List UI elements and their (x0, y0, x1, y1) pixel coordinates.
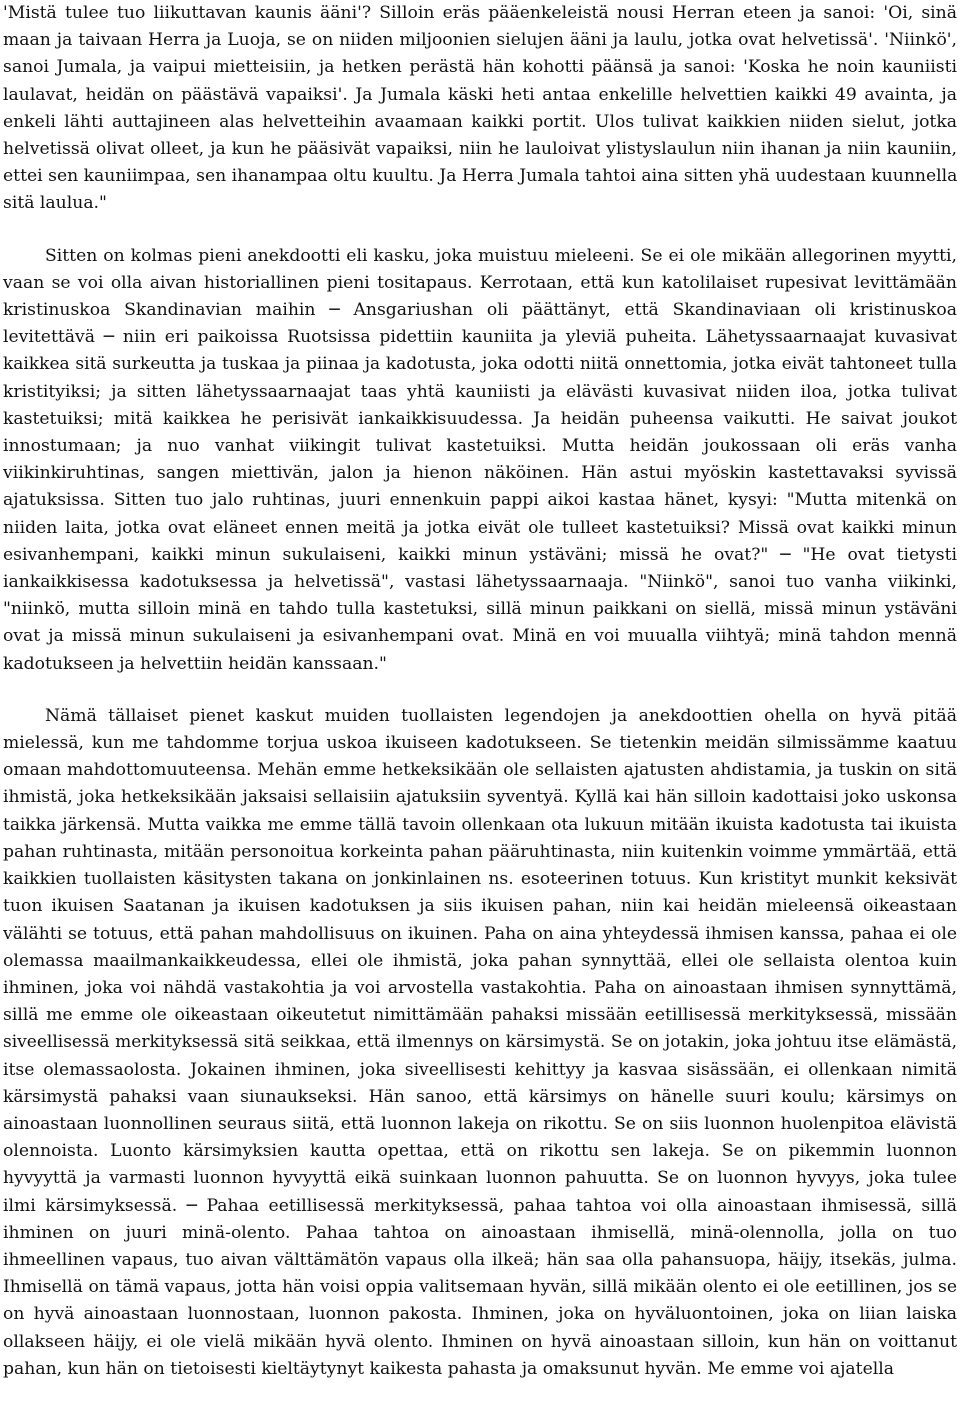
text-line: kadotukseen ja helvettiin heidän kanssaan." (3, 653, 387, 674)
text-line: ilmi kärsimyksessä. ─ Pahaa eetillisessä merkityksessä, pahaa tahtoa voi olla ainoastaan ihmisessä, sillä (3, 1195, 957, 1216)
text-line: tuon ikuisen Saatanan ja ikuisen kadotuksen ja siis ikuisen pahan, niin kai heidän mieleensä oikeastaan (3, 896, 957, 917)
text-line: sitä laulua." (3, 193, 107, 214)
text-line: ettei sen kauniimpaa, sen ihanampaa oltu kuultu. Ja Herra Jumala tahtoi aina sitten yhä uudestaan kuunnella (3, 166, 958, 187)
text-line: omaan mahdottomuuteensa. Mehän emme hetkeksikään ole sellaisten ajatusten ahdistamia, ja tuskin on sitä (3, 760, 957, 781)
text-line: "niinkö, mutta silloin minä en tahdo tulla kastetuksi, sillä minun paikkani on siellä, missä minun ystäväni (3, 599, 957, 620)
text-line: innostumaan; ja nuo vanhat viikingit tulivat kastetuiksi. Mutta heidän joukossaan oli eräs vanha (3, 436, 957, 457)
text-line: sanoi Jumala, ja vaipui mietteisiin, ja hetken perästä hän kohotti päänsä ja sanoi: 'Koska he noin kauniisti (3, 57, 957, 78)
text-line: mielessä, kun me tahdomme torjua uskoa ikuiseen kadotukseen. Se tietenkin meidän silmissämme kaatuu (3, 733, 957, 754)
text-line: kastetuiksi; mitä kaikkea he perisivät iankaikkisuudessa. Ja heidän puheensa vaikutti. He saivat joukot (3, 408, 957, 429)
text-line: helvetissä olivat olleet, ja kun he pääsivät vapaiksi, niin he lauloivat ylistyslaulun niin ihanan ja niin kauniin, (3, 139, 957, 160)
paragraph-3 (0, 703, 960, 1383)
text-line: välähti se totuus, että pahan mahdollisuus on ikuinen. Paha on aina yhteydessä ihmisen kanssa, pahaa ei ole (3, 923, 957, 944)
text-line: niiden laita, jotka ovat eläneet ennen meitä ja jotka eivät ole tulleet kastetuiksi? Missä ovat kaikki minun (3, 517, 957, 538)
text-line: 'Mistä tulee tuo liikuttavan kaunis ääni'? Silloin eräs pääenkeleistä nousi Herran eteen ja sanoi: 'Oi, sinä (3, 3, 957, 23)
text-line: esivanhempani, kaikki minun sukulaiseni, kaikki minun ystäväni; missä he ovat?" ─ "He ovat tietysti (3, 544, 957, 565)
text-line: kaikkea sitä surkeutta ja tuskaa ja piinaa ja kadotusta, joka odotti niitä onnettomia, jotka eivät tahtoneet tulla (3, 354, 957, 375)
text-line: Ihmisellä on tämä vapaus, jotta hän voisi oppia valitsemaan hyvän, sillä mikään olento ei ole eetillinen, jos se (3, 1277, 957, 1298)
text-line: kristityiksi; ja sitten lähetyssaarnaajat taas yhtä kauniisti ja elävästi kuvasivat niiden iloa, jotka tulivat (3, 381, 957, 402)
text-line: kärsimystä pahaksi vaan siunaukseksi. Hän sanoo, että kärsimys on hänelle suuri koulu; kärsimys on (3, 1086, 957, 1107)
text-line: vaan se voi olla aivan historiallinen pieni tositapaus. Kerrotaan, että kun katolilaiset rupesivat levittämään (3, 272, 957, 293)
text-line: pahan ruhtinasta, mitään personoitua korkeinta pahan pääruhtinasta, niin kuitenkin voimme ymmärtää, että (3, 841, 957, 862)
text-line: ajatuksissa. Sitten tuo jalo ruhtinas, juuri ennenkuin pappi aikoi kastaa hänet, kysyi: "Mutta mitenkä on (3, 490, 957, 511)
text-line: Sitten on kolmas pieni anekdootti eli kasku, joka muistuu mieleeni. Se ei ole mikään allegorinen myytti, (45, 245, 957, 266)
paragraph-2 (0, 243, 960, 678)
text-line: ihmistä, joka hetkeksikään jaksaisi sellaisiin ajatuksiin syventyä. Kyllä kai hän silloin kadottaisi joko uskonsa (3, 787, 957, 808)
text-line: ovat ja missä minun sukulaiseni ja esivanhempani ovat. Minä en voi muualla viihtyä; minä tahdon mennä (3, 626, 957, 647)
text-line: Nämä tällaiset pienet kaskut muiden tuollaisten legendojen ja anekdoottien ohella on hyvä pitää (45, 705, 957, 726)
text-line: laulavat, heidän on päästävä vapaiksi'. Ja Jumala käski heti antaa enkelille helvettien kaikki 49 avainta, ja (3, 84, 957, 105)
paragraph-1 (0, 0, 960, 218)
text-line: viikinkiruhtinas, sangen miettivän, jalon ja hienon näköinen. Hän astui myöskin kastettavaksi syvissä (3, 463, 957, 484)
text-line: iankaikkisessa kadotuksessa ja helvetissä", vastasi lähetyssaarnaaja. "Niinkö", sanoi tuo vanha viikinki, (3, 572, 957, 593)
text-line: pahan, kun hän on tietoisesti kieltäytynyt kaikesta pahasta ja omaksunut hyvän. Me emme voi ajatella (3, 1358, 894, 1379)
text-line: kaikkien tuollaisten käsitysten takana on jonkinlainen ns. esoteerinen totuus. Kun kristityt munkit keksivät (3, 869, 957, 890)
text-line: ihminen on juuri minä-olento. Pahaa tahtoa on ainoastaan ihmisellä, minä-olennolla, jolla on tuo (3, 1222, 957, 1243)
text-line: levitettävä ─ niin eri paikoissa Ruotsissa pidettiin kauniita ja yleviä puheita. Lähetyssaarnaajat kuvasivat (3, 327, 957, 348)
text-line: kristinuskoa Skandinavian maihin ─ Ansgariushan oli päättänyt, että Skandinaviaan oli kristinuskoa (3, 300, 957, 321)
text-line: sillä me emme ole oikeastaan oikeutetut nimittämään pahaksi missään eetillisessä merkityksessä, missään (3, 1005, 957, 1026)
text-line: hyvyyttä ja varmasti luonnon hyvyyttä eikä suinkaan luonnon pahuutta. Se on luonnon hyvyys, joka tulee (3, 1168, 957, 1189)
text-line: siveellisessä merkityksessä sitä seikkaa, että ilmennys on kärsimystä. Se on jotakin, joka johtuu itse elämästä, (3, 1032, 957, 1053)
text-line: ainoastaan luonnollinen seuraus siitä, että luonnon lakeja on rikottu. Se on siis luonnon huolenpitoa elävistä (3, 1113, 957, 1134)
text-line: on hyvä ainoastaan luonnostaan, luonnon pakosta. Ihminen, joka on hyväluontoinen, joka on liian laiska (3, 1304, 957, 1325)
text-line: taikka järkensä. Mutta vaikka me emme tällä tavoin ollenkaan ota lukuun mitään ikuista kadotusta tai ikuista (3, 814, 957, 835)
text-line: maan ja taivaan Herra ja Luoja, se on niiden miljoonien sielujen ääni ja laulu, jotka ovat helvetissä'. 'Niinkö', (3, 30, 957, 51)
text-line: ollakseen häijy, ei ole vielä mikään hyvä olento. Ihminen on hyvä ainoastaan silloin, kun hän on voittanut (3, 1331, 957, 1352)
text-line: olemassa maailmankaikkeudessa, ellei ole ihmistä, joka pahan synnyttää, ellei ole sellaista olentoa kuin (3, 950, 957, 971)
text-line: itse olemassaolosta. Jokainen ihminen, joka siveellisesti kehittyy ja kasvaa sisässään, ei ollenkaan nimitä (3, 1059, 957, 1080)
text-line: enkeli lähti auttajineen alas helvetteihin avaamaan kaikki portit. Ulos tulivat kaikkien niiden sielut, jotka (3, 111, 957, 132)
text-line: ihmeellinen vapaus, tuo aivan välttämätön vapaus olla ilkeä; hän saa olla pahansuopa, häijy, itsekäs, julma. (3, 1249, 957, 1270)
text-line: olennoista. Luonto kärsimyksien kautta opettaa, että on rikottu sen lakeja. Se on pikemmin luonnon (3, 1141, 957, 1162)
text-line: ihminen, joka voi nähdä vastakohtia ja voi arvostella vastakohtia. Paha on ainoastaan ihmisen synnyttämä, (3, 977, 957, 998)
